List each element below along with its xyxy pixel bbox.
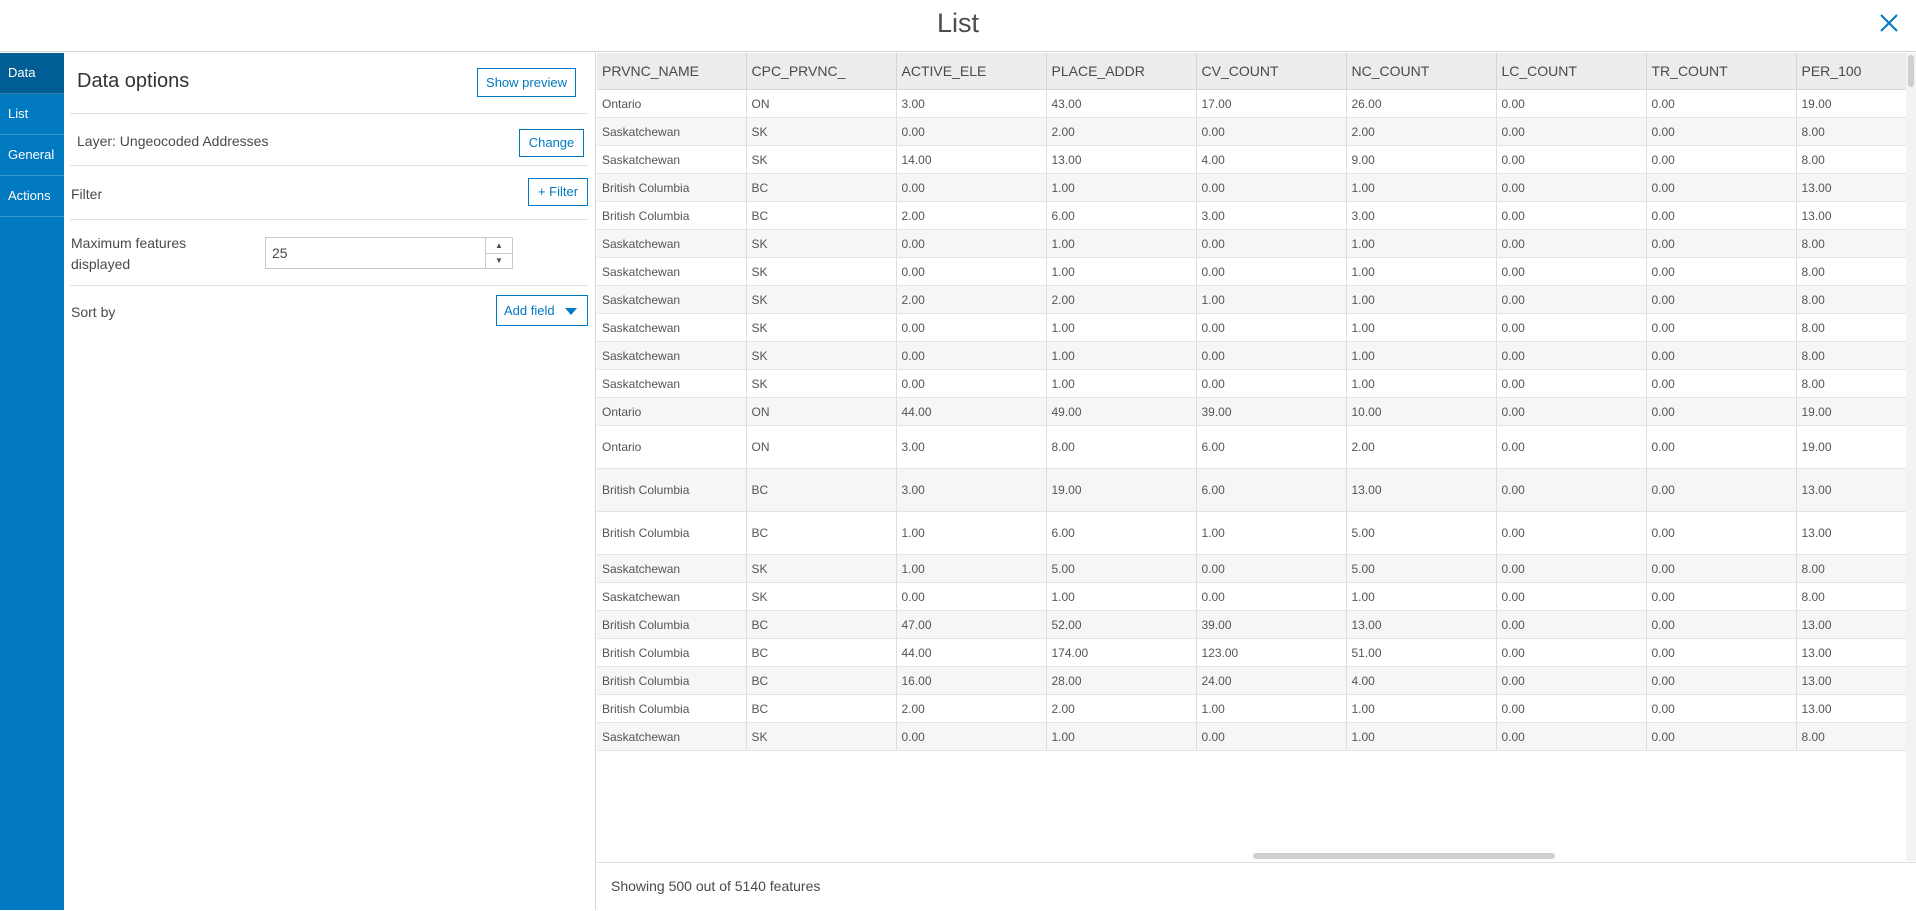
table-cell: 1.00 [1046, 258, 1196, 286]
table-cell: 0.00 [1196, 118, 1346, 146]
table-cell: 0.00 [896, 583, 1046, 611]
table-row[interactable] [597, 286, 1916, 314]
table-row[interactable] [597, 146, 1916, 174]
table-cell: Saskatchewan [597, 370, 746, 398]
column-header-place_addr[interactable]: PLACE_ADDR [1046, 53, 1196, 90]
table-cell: 0.00 [1196, 583, 1346, 611]
vertical-scroll-thumb[interactable] [1908, 55, 1914, 87]
table-cell: 1.00 [1346, 342, 1496, 370]
table-row[interactable] [597, 230, 1916, 258]
table-cell: 0.00 [1496, 286, 1646, 314]
table-cell: 0.00 [1496, 90, 1646, 118]
table-cell: BC [746, 667, 896, 695]
table-cell: 0.00 [1646, 398, 1796, 426]
table-cell: 1.00 [1346, 286, 1496, 314]
settings-sidenav [0, 53, 64, 910]
table-cell: 5.00 [1046, 555, 1196, 583]
table-cell: 0.00 [1646, 555, 1796, 583]
table-cell: ON [746, 398, 896, 426]
table-cell: 19.00 [1796, 398, 1916, 426]
table-cell: 2.00 [1046, 286, 1196, 314]
table-row[interactable] [597, 258, 1916, 286]
table-cell: 49.00 [1046, 398, 1196, 426]
max-features-label-line1: Maximum features [71, 235, 187, 251]
table-cell: 0.00 [1646, 174, 1796, 202]
table-cell: 13.00 [1346, 469, 1496, 512]
table-cell: 44.00 [896, 398, 1046, 426]
table-row[interactable] [597, 90, 1916, 118]
table-cell: SK [746, 146, 896, 174]
table-cell: 14.00 [896, 146, 1046, 174]
table-cell: SK [746, 583, 896, 611]
table-row[interactable] [597, 695, 1916, 723]
table-cell: 3.00 [1196, 202, 1346, 230]
table-cell: 0.00 [1496, 174, 1646, 202]
table-cell: 5.00 [1346, 555, 1496, 583]
table-cell: 0.00 [896, 258, 1046, 286]
table-cell: 28.00 [1046, 667, 1196, 695]
table-cell: 52.00 [1046, 611, 1196, 639]
filter-row [70, 165, 588, 220]
data-table [597, 53, 1916, 751]
table-cell: 0.00 [896, 370, 1046, 398]
table-cell: 1.00 [1196, 695, 1346, 723]
table-cell: 0.00 [1646, 230, 1796, 258]
table-cell: 0.00 [1646, 639, 1796, 667]
table-cell: 1.00 [1046, 370, 1196, 398]
table-cell: SK [746, 118, 896, 146]
page-title: List [936, 8, 980, 38]
table-cell: 2.00 [896, 695, 1046, 723]
table-cell: Saskatchewan [597, 342, 746, 370]
table-cell: 6.00 [1196, 426, 1346, 469]
horizontal-scroll-thumb[interactable] [1253, 853, 1555, 859]
table-body [597, 90, 1916, 751]
table-cell: 8.00 [1796, 258, 1916, 286]
sidenav-item-data[interactable]: Data [0, 53, 64, 94]
table-cell: 8.00 [1796, 370, 1916, 398]
table-cell: 1.00 [1046, 314, 1196, 342]
panel-header [64, 53, 595, 113]
table-row[interactable] [597, 639, 1916, 667]
table-cell: 8.00 [1796, 583, 1916, 611]
table-cell: British Columbia [597, 469, 746, 512]
table-cell: BC [746, 695, 896, 723]
max-features-value[interactable]: 25 [272, 245, 288, 261]
table-cell: 0.00 [1496, 398, 1646, 426]
max-features-label-line2: displayed [71, 256, 131, 272]
table-cell: BC [746, 512, 896, 555]
table-cell: 8.00 [1796, 118, 1916, 146]
sidenav-item-list[interactable]: List [0, 94, 64, 135]
table-cell: British Columbia [597, 174, 746, 202]
table-cell: 0.00 [896, 314, 1046, 342]
table-cell: 6.00 [1196, 469, 1346, 512]
table-cell: 2.00 [896, 202, 1046, 230]
close-icon[interactable] [1876, 10, 1902, 36]
table-cell: 0.00 [1196, 174, 1346, 202]
table-cell: 3.00 [1346, 202, 1496, 230]
table-cell: 0.00 [1196, 314, 1346, 342]
table-cell: 8.00 [1796, 146, 1916, 174]
table-cell: SK [746, 370, 896, 398]
table-cell: Saskatchewan [597, 230, 746, 258]
table-cell: ON [746, 426, 896, 469]
table-cell: 0.00 [1196, 258, 1346, 286]
caret-down-icon [565, 308, 577, 315]
table-cell: 0.00 [1646, 118, 1796, 146]
table-cell: Saskatchewan [597, 146, 746, 174]
table-cell: 13.00 [1796, 611, 1916, 639]
table-cell: 0.00 [1496, 639, 1646, 667]
table-cell: 0.00 [1496, 258, 1646, 286]
data-options-panel [64, 53, 596, 910]
table-cell: 24.00 [1196, 667, 1346, 695]
table-cell: 1.00 [1346, 258, 1496, 286]
table-cell: 0.00 [1496, 555, 1646, 583]
table-row[interactable] [597, 426, 1916, 469]
table-cell: 1.00 [1346, 314, 1496, 342]
table-cell: 51.00 [1346, 639, 1496, 667]
table-cell: BC [746, 469, 896, 512]
table-cell: Ontario [597, 398, 746, 426]
table-cell: 9.00 [1346, 146, 1496, 174]
table-cell: 0.00 [1646, 583, 1796, 611]
table-header-row [597, 53, 1916, 90]
table-row[interactable] [597, 469, 1916, 512]
table-cell: 0.00 [896, 118, 1046, 146]
table-cell: 13.00 [1796, 639, 1916, 667]
table-cell: 0.00 [896, 174, 1046, 202]
table-cell: Saskatchewan [597, 286, 746, 314]
table-cell: 13.00 [1796, 695, 1916, 723]
table-row[interactable] [597, 723, 1916, 751]
table-cell: 0.00 [1196, 370, 1346, 398]
table-cell: 0.00 [1646, 723, 1796, 751]
table-cell: Saskatchewan [597, 723, 746, 751]
table-cell: 3.00 [896, 469, 1046, 512]
add-field-label: Add field [504, 303, 555, 318]
table-cell: 0.00 [1496, 426, 1646, 469]
table-row[interactable] [597, 555, 1916, 583]
table-cell: 1.00 [1346, 370, 1496, 398]
table-cell: 174.00 [1046, 639, 1196, 667]
table-cell: Saskatchewan [597, 314, 746, 342]
table-cell: 3.00 [896, 90, 1046, 118]
table-cell: SK [746, 258, 896, 286]
sidenav-item-actions[interactable]: Actions [0, 176, 64, 217]
table-cell: 1.00 [1346, 230, 1496, 258]
table-cell: 0.00 [1646, 202, 1796, 230]
table-row[interactable] [597, 342, 1916, 370]
table-cell: 1.00 [1346, 723, 1496, 751]
table-cell: 1.00 [1346, 174, 1496, 202]
table-cell: 0.00 [1646, 667, 1796, 695]
table-cell: 2.00 [1346, 426, 1496, 469]
title-bar [0, 0, 1916, 52]
table-cell: 0.00 [1496, 342, 1646, 370]
table-cell: SK [746, 723, 896, 751]
table-cell: 0.00 [1646, 258, 1796, 286]
sidenav-item-general[interactable]: General [0, 135, 64, 176]
panel-title: Data options [77, 70, 190, 92]
table-cell: 0.00 [1496, 469, 1646, 512]
table-cell: 1.00 [896, 512, 1046, 555]
table-cell: BC [746, 202, 896, 230]
table-row[interactable] [597, 398, 1916, 426]
table-cell: SK [746, 342, 896, 370]
column-header-prvnc_name[interactable]: PRVNC_NAME [597, 53, 746, 90]
table-cell: 0.00 [1496, 512, 1646, 555]
stepper-down-icon[interactable]: ▼ [495, 256, 503, 265]
table-row[interactable] [597, 583, 1916, 611]
table-cell: British Columbia [597, 611, 746, 639]
column-header-cpc_prvnc_[interactable]: CPC_PRVNC_ [746, 53, 896, 90]
table-cell: 8.00 [1796, 342, 1916, 370]
table-cell: 0.00 [896, 342, 1046, 370]
table-cell: BC [746, 174, 896, 202]
table-cell: 0.00 [1496, 370, 1646, 398]
table-cell: 0.00 [1646, 314, 1796, 342]
table-cell: 4.00 [1346, 667, 1496, 695]
table-cell: 1.00 [1046, 583, 1196, 611]
table-cell: ON [746, 90, 896, 118]
add-filter-button[interactable]: + Filter [528, 178, 588, 206]
table-row[interactable] [597, 202, 1916, 230]
table-cell: Saskatchewan [597, 555, 746, 583]
table-cell: 2.00 [1046, 695, 1196, 723]
table-cell: 1.00 [1046, 230, 1196, 258]
table-cell: 0.00 [1496, 695, 1646, 723]
table-row[interactable] [597, 611, 1916, 639]
table-cell: 1.00 [1046, 342, 1196, 370]
table-cell: 19.00 [1796, 426, 1916, 469]
attribute-table [597, 53, 1916, 861]
table-cell: 0.00 [1496, 583, 1646, 611]
table-cell: 13.00 [1796, 469, 1916, 512]
table-cell: 13.00 [1796, 667, 1916, 695]
table-cell: 0.00 [1646, 90, 1796, 118]
table-cell: 0.00 [1496, 230, 1646, 258]
table-cell: SK [746, 230, 896, 258]
table-row[interactable] [597, 667, 1916, 695]
table-cell: 0.00 [1646, 469, 1796, 512]
table-cell: 2.00 [1346, 118, 1496, 146]
table-cell: 5.00 [1346, 512, 1496, 555]
table-cell: 3.00 [896, 426, 1046, 469]
layer-label: Layer: Ungeocoded Addresses [77, 133, 269, 149]
table-cell: 4.00 [1196, 146, 1346, 174]
table-cell: 13.00 [1796, 512, 1916, 555]
table-cell: 0.00 [1496, 146, 1646, 174]
table-cell: 2.00 [896, 286, 1046, 314]
table-cell: 1.00 [1346, 583, 1496, 611]
add-field-dropdown[interactable] [496, 295, 588, 326]
table-cell: 13.00 [1796, 202, 1916, 230]
feature-count-status: Showing 500 out of 5140 features [611, 878, 821, 894]
table-cell: 1.00 [1196, 286, 1346, 314]
table-cell: 19.00 [1796, 90, 1916, 118]
table-cell: 47.00 [896, 611, 1046, 639]
table-cell: 8.00 [1796, 723, 1916, 751]
table-cell: 0.00 [1646, 611, 1796, 639]
change-layer-button[interactable]: Change [519, 129, 584, 157]
table-cell: 0.00 [1646, 512, 1796, 555]
table-cell: 0.00 [1496, 723, 1646, 751]
table-cell: 0.00 [1646, 370, 1796, 398]
table-cell: 0.00 [1646, 342, 1796, 370]
table-cell: 0.00 [1496, 667, 1646, 695]
table-cell: 1.00 [896, 555, 1046, 583]
table-cell: 0.00 [1646, 146, 1796, 174]
stepper-buttons [485, 238, 512, 268]
table-row[interactable] [597, 512, 1916, 555]
table-cell: 123.00 [1196, 639, 1346, 667]
table-cell: 44.00 [896, 639, 1046, 667]
table-cell: 1.00 [1046, 723, 1196, 751]
table-cell: 0.00 [896, 230, 1046, 258]
table-cell: Ontario [597, 426, 746, 469]
table-cell: 8.00 [1796, 555, 1916, 583]
table-cell: 0.00 [1496, 118, 1646, 146]
column-header-per_100[interactable]: PER_100 [1796, 53, 1916, 90]
table-cell: 13.00 [1046, 146, 1196, 174]
table-cell: 0.00 [1196, 230, 1346, 258]
column-header-nc_count[interactable]: NC_COUNT [1346, 53, 1496, 90]
stepper-up-icon[interactable]: ▲ [486, 238, 512, 254]
column-header-active_ele[interactable]: ACTIVE_ELE [896, 53, 1046, 90]
table-footer [597, 862, 1916, 911]
table-cell: 0.00 [1196, 555, 1346, 583]
table-cell: 2.00 [1046, 118, 1196, 146]
max-features-stepper[interactable] [265, 237, 513, 269]
table-cell: 19.00 [1046, 469, 1196, 512]
sort-by-label: Sort by [71, 304, 116, 320]
table-cell: British Columbia [597, 695, 746, 723]
table-cell: 0.00 [1646, 426, 1796, 469]
table-cell: 39.00 [1196, 398, 1346, 426]
table-cell: 1.00 [1346, 695, 1496, 723]
table-cell: Ontario [597, 90, 746, 118]
table-cell: 43.00 [1046, 90, 1196, 118]
column-header-lc_count[interactable]: LC_COUNT [1496, 53, 1646, 90]
table-cell: 8.00 [1796, 230, 1916, 258]
vertical-scrollbar[interactable] [1906, 53, 1916, 861]
sort-by-row [70, 285, 588, 342]
filter-label: Filter [71, 186, 103, 202]
table-cell: 10.00 [1346, 398, 1496, 426]
table-cell: 6.00 [1046, 512, 1196, 555]
table-cell: 8.00 [1796, 286, 1916, 314]
table-cell: Saskatchewan [597, 258, 746, 286]
table-cell: 26.00 [1346, 90, 1496, 118]
layer-row [70, 113, 588, 166]
table-cell: Saskatchewan [597, 118, 746, 146]
table-cell: 0.00 [896, 723, 1046, 751]
table-cell: SK [746, 314, 896, 342]
table-cell: SK [746, 286, 896, 314]
table-row[interactable] [597, 370, 1916, 398]
table-cell: 8.00 [1796, 314, 1916, 342]
table-cell: British Columbia [597, 512, 746, 555]
table-cell: 8.00 [1046, 426, 1196, 469]
show-preview-button[interactable]: Show preview [477, 68, 576, 97]
table-row[interactable] [597, 314, 1916, 342]
table-cell: SK [746, 555, 896, 583]
table-cell: 6.00 [1046, 202, 1196, 230]
table-cell: 0.00 [1496, 611, 1646, 639]
table-cell: 13.00 [1346, 611, 1496, 639]
table-cell: 1.00 [1046, 174, 1196, 202]
table-cell: 0.00 [1646, 695, 1796, 723]
table-cell: Saskatchewan [597, 583, 746, 611]
table-cell: 0.00 [1496, 314, 1646, 342]
table-row[interactable] [597, 174, 1916, 202]
table-cell: 0.00 [1646, 286, 1796, 314]
table-cell: 39.00 [1196, 611, 1346, 639]
max-features-row [70, 219, 588, 286]
table-cell: 1.00 [1196, 512, 1346, 555]
table-cell: BC [746, 611, 896, 639]
column-header-cv_count[interactable]: CV_COUNT [1196, 53, 1346, 90]
max-features-label [71, 233, 186, 275]
table-cell: British Columbia [597, 202, 746, 230]
table-cell: 0.00 [1196, 342, 1346, 370]
table-cell: 0.00 [1496, 202, 1646, 230]
table-cell: British Columbia [597, 639, 746, 667]
table-cell: 16.00 [896, 667, 1046, 695]
column-header-tr_count[interactable]: TR_COUNT [1646, 53, 1796, 90]
table-cell: 13.00 [1796, 174, 1916, 202]
table-cell: 17.00 [1196, 90, 1346, 118]
table-cell: British Columbia [597, 667, 746, 695]
table-cell: BC [746, 639, 896, 667]
table-cell: 0.00 [1196, 723, 1346, 751]
table-row[interactable] [597, 118, 1916, 146]
